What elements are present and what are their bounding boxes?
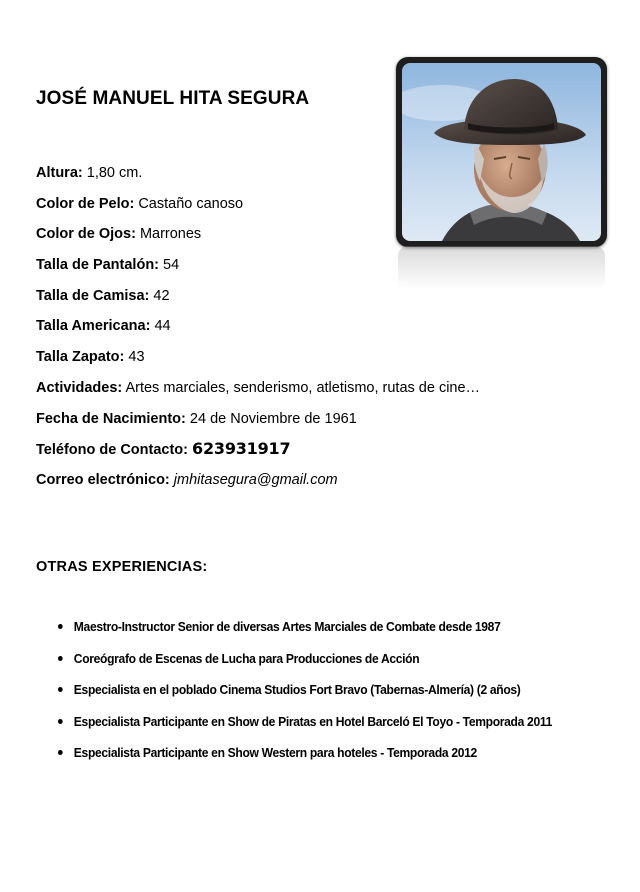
bullet-icon (58, 687, 63, 692)
field-label: Fecha de Nacimiento: (36, 410, 186, 427)
field-value: 54 (163, 257, 180, 274)
profile-photo-frame (396, 57, 607, 247)
field-value: 44 (154, 318, 171, 335)
bullet-icon (58, 719, 63, 724)
field-value: Marrones (139, 226, 202, 243)
bullet-icon (58, 750, 63, 755)
photo-reflection (398, 246, 605, 290)
profile-name: JOSÉ MANUEL HITA SEGURA (36, 88, 310, 109)
experience-text: Especialista en el poblado Cinema Studios Fort Bravo (Tabernas-Almería) (2 años) (73, 682, 521, 697)
field-value: 43 (128, 349, 145, 366)
profile-photo (402, 63, 601, 241)
field-label: Altura: (36, 165, 83, 181)
field-label: Correo electrónico: (36, 471, 170, 488)
phone-value: 623931917 (192, 439, 291, 459)
field-value: 24 de Noviembre de 1961 (189, 410, 357, 427)
field-label: Color de Pelo: (36, 195, 135, 212)
email-link[interactable]: jmhitasegura@gmail.com (173, 471, 338, 488)
experience-title: OTRAS EXPERIENCIAS: (36, 559, 208, 575)
field-label: Color de Ojos: (36, 226, 136, 243)
field-label: Actividades: (36, 379, 123, 396)
bullet-icon (58, 656, 63, 661)
experience-text: Especialista Participante en Show Western para hoteles - Temporada 2012 (73, 745, 477, 760)
field-label: Talla de Pantalón: (36, 257, 160, 274)
experience-text: Maestro-Instructor Senior de diversas Artes Marciales de Combate desde 1987 (73, 619, 501, 634)
field-birth-date (36, 408, 480, 439)
field-label: Talla Zapato: (36, 349, 125, 366)
field-email (36, 469, 480, 500)
field-value: Artes marciales, senderismo, atletismo, rutas de cine… (125, 379, 481, 396)
field-value: 1,80 cm. (86, 165, 143, 181)
field-phone (36, 438, 480, 469)
bullet-icon (58, 624, 63, 629)
list-item (58, 617, 552, 649)
field-label: Teléfono de Contacto: (36, 442, 188, 459)
field-value: Castaño canoso (138, 195, 244, 212)
list-item (58, 680, 552, 712)
experience-text: Coreógrafo de Escenas de Lucha para Producciones de Acción (73, 650, 420, 666)
experience-text: Especialista Participante en Show de Piratas en Hotel Barceló El Toyo - Temporada 2011 (73, 713, 552, 729)
list-item (58, 712, 552, 744)
field-label: Talla Americana: (36, 318, 151, 335)
field-jacket-size (36, 315, 480, 346)
list-item (58, 649, 552, 681)
experience-list (58, 617, 589, 775)
field-value: 42 (153, 287, 170, 304)
field-shoe-size (36, 346, 480, 377)
field-label: Talla de Camisa: (36, 287, 150, 304)
field-activities (36, 377, 480, 408)
list-item (58, 743, 552, 775)
